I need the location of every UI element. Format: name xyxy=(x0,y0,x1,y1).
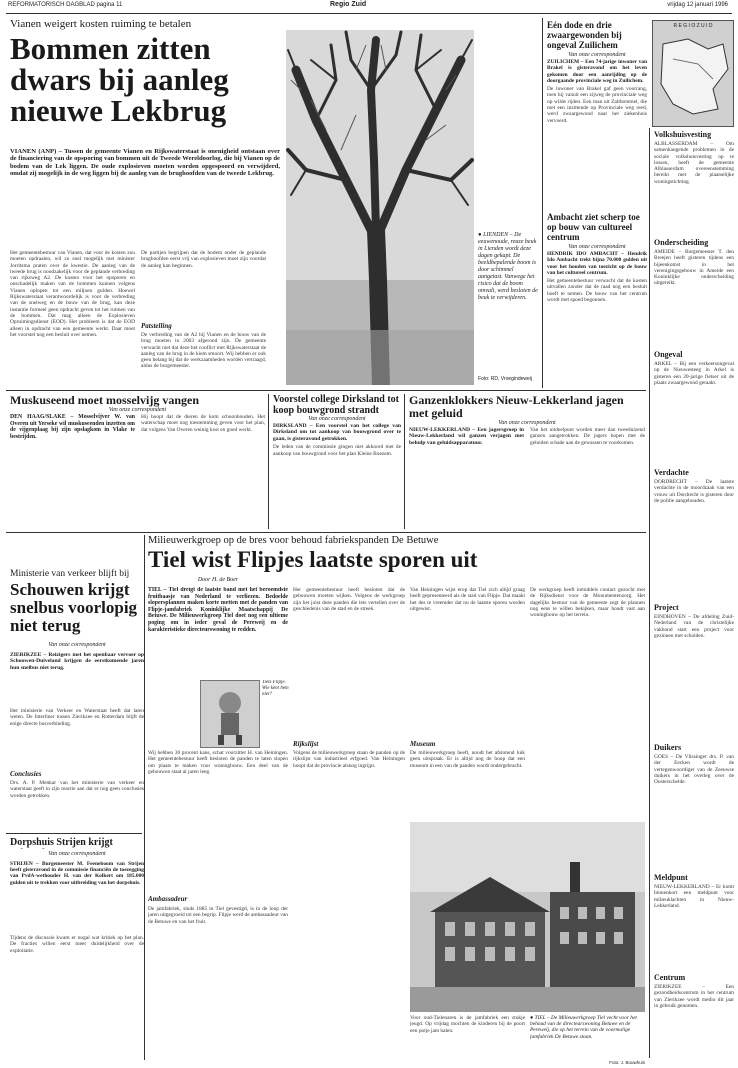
tree-photo xyxy=(286,30,474,385)
tiel-body-col4: De werkgroep heeft inmiddels contact gezocht met de Rijksdienst voor de Monumentenzorg. Het dagelijks bestuur van de gemeente zegt de plannen nog eens te willen bekijken, maar houdt vast aan woningbouw op het terrein. xyxy=(530,587,645,619)
sidebar-story-1-byline: Van onze correspondent xyxy=(568,52,626,58)
brief-body: ZIERIKZEE – Een gezondheidscentrum in het centrum van Zierikzee wordt medio dit jaar in gebruik genomen. xyxy=(654,984,734,1009)
strijen-head: Dorpshuis Strijen krijgt xyxy=(10,837,113,848)
tiel-body2: Volgens de milieuwerkgroep staan de panden op de rijkslijst van industrieel erfgoed. Van Heiningen hoopt dat de provincie alsnog ingrijpt. xyxy=(293,750,405,769)
schouwen-body: Het ministerie van Verkeer en Waterstaat heeft dat laten weten. De Interliner tussen Zierikzee en Rotterdam blijft de enige directe busverbinding. xyxy=(10,708,144,727)
dirksland-story xyxy=(273,394,401,529)
ganzen-head: Ganzenklokkers Nieuw-Lekkerland jagen met geluid xyxy=(409,394,624,420)
tiel-body-ambassadeur: De jamfabriek, sinds 1885 in Tiel gevestigd, is in de loop der jaren uitgegroeid tot een begrip. Flipje werd de ambassadeur van de Betuwe en van het fruit. xyxy=(148,906,288,925)
brief-head: Meldpunt xyxy=(654,873,688,882)
brief-head: Project xyxy=(654,603,679,612)
factory-photo-caption: ● TIEL – De Milieuwerkgroep Tiel vecht voor het behoud van de directeurswoning Betuwe en de Pereweij, die op het terrein van de voormalige jamfabriek De Betuwe staan. xyxy=(530,1015,637,1040)
main-body: Het gemeentebestuur van Vianen, dat voor de kosten zou moeten opdraaien, wil zo snel mogelijk met minister Jorritsma praten over de kwestie. De aanleg van de tweede brug is noodzakelijk voor de geplande verbreding van rijksweg A2. De kosten voor het opsporen en onschadelijk maken van de bommen kunnen volgens Vianen oplopen tot een miljoen gulden. Hoewel Rijkswaterstaat verantwoordelijk is voor de verbreding van de snelweg en de bouw van de brug, kan deze instantie formeel geen opdracht geven tot het ruimen van de bommen. Dat mag alleen de Explosieven Opruimingsdienst (EOD). Het probleem is dat de EOD alleen in opdracht van een gemeente werkt. Daar moet het voorstel nog een besluit over nemen. xyxy=(10,250,135,338)
strijen-byline: Van onze correspondent xyxy=(48,851,106,857)
regio-zuid-logo xyxy=(652,20,734,127)
brief-body: NIEUW-LEKKERLAND – Er komt binnenkort een meldpunt voor milieuklachten in Nieuw-Lekkerland. xyxy=(654,884,734,909)
brief-body: AMEIDE – Burgemeester T. den Breejen heeft gisteren tijdens een bijeenkomst in het verenigingsgebouw in Ameide een Koninklijke onderscheiding uitgereikt. xyxy=(654,249,734,287)
mid-rule-2 xyxy=(404,394,405,529)
brief-item xyxy=(654,743,734,873)
main-subhead: Patstelling xyxy=(141,322,172,330)
muskuseend-byline: Van onze correspondent xyxy=(108,407,167,413)
brief-head: Verdachte xyxy=(654,468,689,477)
main-headline: Bommen zitten dwars bij aanleg nieuwe Lekbrug xyxy=(10,33,229,128)
tree-photo-credit: Foto: RD, Vroegindeweij xyxy=(478,376,533,382)
sidebar-story-2-body: Het gemeentebestuur verwacht dat de kosten uitvallen zonder dat de raad nog een besluit hoeft te nemen. De bouw van het centrum wordt met spoed begonnen. xyxy=(547,278,647,304)
muskuseend-head: Muskuseend moet mosselvijg vangen xyxy=(10,394,200,407)
tiel-body-col2: Het gemeentebestuur heeft besloten dat de gebouwen moeten wijken. Volgens de werkgroep zijn het juist deze panden die iets vertellen over de geschiedenis van de stad en de streek. xyxy=(293,587,405,612)
tiel-subhead-2: Museum xyxy=(410,740,436,748)
brief-item xyxy=(654,350,734,468)
factory-photo-credit: Foto: J. Bouwhuis xyxy=(609,1060,645,1065)
tiel-body: Wij hebben 30 procent kans, schat voorzitter H. van Heiningen. Het gemeentebestuur heeft besloten de panden te laten slopen om plaats te maken voor woningbouw. Een deel van de gebouwen staat al jaren leeg. xyxy=(148,750,288,775)
section-rule-1 xyxy=(6,390,646,391)
section-title: Regio Zuid xyxy=(330,1,367,8)
ganzen-byline: Van onze correspondent xyxy=(498,420,556,426)
dirksland-body: De leden van de commissie gingen niet akkoord met de aankoop van bouwgrond voor het plan Kleine Boezem. xyxy=(273,444,401,457)
mid-rule-1 xyxy=(268,394,269,529)
sidebar-story-2-lead: HENDRIK IDO AMBACHT – Hendrik Ido Ambacht trekt bijna 70.000 gulden uit voor het houden van toezicht op de bouw van het cultureel centrum. xyxy=(547,251,647,276)
tiel-body-col3: Van Heiningen wijst erop dat Tiel zich altijd graag heeft gepresenteerd als de stad van Flipje. Dat maakt het des te vreemder dat nu de laatste sporen worden uitgewist. xyxy=(410,587,525,612)
main-body-col2: De partijen begrijpen dat de bodem onder de geplande brughoofden eerst vrij van explosieven moet zijn voordat de aanleg kan beginnen. xyxy=(141,250,266,269)
brief-body: ALBLASSERDAM – Om samenhangende problemen in de sociale volkshuisvesting op te lossen, heeft de gemeente Alblasserdam overeenstemming bereikt met de plaatselijke woningstichting. xyxy=(654,141,734,185)
sidebar-story-2-byline: Van onze correspondent xyxy=(568,244,626,250)
sidebar-rule xyxy=(542,18,543,388)
sidebar-story-2-head: Ambacht ziet scherp toe op bouw van cultureel centrum xyxy=(547,212,640,242)
strijen-body: Tijdens de discussie kwam er nogal wat kritiek op het plan. De fracties willen eerst meer duidelijkheid over de exploitatie. xyxy=(10,935,144,954)
sidebar-story-1-body: De inwoner van Brakel gaf geen voorrang, toen hij vanuit een zijweg de provinciale weg op wilde rijden. Een man uit Zaltbommel, die met een inzittende op Provinciale weg reed, werd zwaargewond naar het ziekenhuis vervoerd. xyxy=(547,86,647,124)
tiel-subhead-ambassadeur: Ambassadeur xyxy=(148,895,188,903)
strijen-lead: STRIJEN – Burgemeester M. Feeneboom van Strijen heeft gisteravond in de commissie financiën de toezegging van PvdA-wethouder H. van der Kolkert om 185.000 gulden uit te trekken voor uitbreiding van het dorpshuis. xyxy=(10,861,144,886)
flipje-inset-photo xyxy=(200,680,260,748)
brief-item xyxy=(654,603,734,743)
sidebar-story-1-lead: ZUILICHEM – Een 74-jarige inwoner van Brakel is gisteravond om het leven gekomen door een aanrijding op de doorgaande provinciale weg in Zuilichem. xyxy=(547,59,647,84)
ganzen-lead: NIEUW-LEKKERLAND – Een jagersgroep in Nieuw-Lekkerland wil ganzen verjagen met behulp van geluidsapparatuur. xyxy=(409,427,524,446)
tiel-kicker: Milieuwerkgroep op de bres voor behoud fabriekspanden De Betuwe xyxy=(148,535,439,546)
brief-head: Ongeval xyxy=(654,350,683,359)
main-lead: VIANEN (ANP) – Tussen de gemeente Vianen en Rijkswaterstaat is onenigheid ontstaan over de financiering van de opsporing van bommen uit de Tweede Wereldoorlog, die bij Vianen op de bodem van de Lek liggen. De oude explosieven moeten worden opgespoord en verwijderd, omdat zij mogelijk in de weg liggen bij de aanleg van de brughoofden van de tweede Lekbrug. xyxy=(10,148,280,178)
brief-item xyxy=(654,973,734,1053)
schouwen-kicker: Ministerie van verkeer blijft bij xyxy=(10,569,130,579)
brief-head: Onderscheiding xyxy=(654,238,709,247)
muskuseend-body: Hij hoopt dat de dieren de kom schoonhouden. Het waterschap moet nog toestemming geven voor het plan, dat volgens Van Overen weinig kost en goed werkt. xyxy=(141,414,265,433)
brief-body: EINDHOVEN – De afdeling Zuid-Nederland van de christelijke vakbond start een project voor gezinnen met schulden. xyxy=(654,614,734,639)
schouwen-headline: Schouwen krijgt snelbus voorlopig niet terug xyxy=(10,581,138,635)
right-col-rule xyxy=(649,128,650,1058)
paper-name: REFORMATORISCH DAGBLAD pagina 11 xyxy=(8,2,123,8)
tiel-headline: Tiel wist Flipjes laatste sporen uit xyxy=(148,548,478,572)
brief-head: Duikers xyxy=(654,743,682,752)
news-briefs-column xyxy=(654,130,734,1060)
tiel-left-rule xyxy=(144,535,145,1060)
brief-body: DORDRECHT – De laatste verdachte in de moordzaak van een vrouw uit Dordrecht is gisteren door de politie aangehouden. xyxy=(654,479,734,504)
map-icon xyxy=(653,29,733,119)
flipje-inset-caption: Tiels Flipje. Wie kent hem niet? xyxy=(262,680,289,697)
main-body2: De verbreding van de A2 bij Vianen en de bouw van de brug moeten in 2003 afgerond zijn. De gemeente verwacht niet dat deze het conflict met Rijkswaterstaat de aanleg van de brug in de kiem smoort. Wij hebben er ook geen belang bij dat de werkzaamheden worden vertraagd, aldus de burgemeester. xyxy=(141,332,266,370)
section-rule-3 xyxy=(6,833,142,834)
page-header xyxy=(0,0,738,14)
section-rule-2 xyxy=(6,532,646,533)
beech-tree-image xyxy=(286,30,474,385)
schouwen-body2: Drs. A. P. Menkar van het ministerie van verkeer en waterstaat geeft in zijn reactie aan dat er nog geen conclusies worden getrokken. xyxy=(10,780,144,799)
brief-body: GOES – De Vlissinger drs. P. van der Eecken wordt de vertegenwoordiger van de Zeeuwse duikers in het overleg over de Oosterschelde. xyxy=(654,754,734,786)
page-date: vrijdag 12 januari 1996 xyxy=(667,2,728,8)
dirksland-head: Voorstel college Dirksland tot koop bouwgrond strandt xyxy=(273,394,400,416)
tiel-byline: Door H. de Boer xyxy=(197,577,239,583)
brief-item xyxy=(654,468,734,603)
brief-head: Volkshuisvesting xyxy=(654,130,712,139)
brief-item xyxy=(654,130,734,238)
brief-item xyxy=(654,238,734,350)
brief-body: ARKEL – Bij een verkeersongeval op de Nieuwesteeg in Arkel is gisteren een 20-jarige fietser uit de plaats zwaargewond geraakt. xyxy=(654,361,734,386)
schouwen-byline: Van onze correspondent xyxy=(48,642,106,648)
schouwen-lead: ZIERIKZEE – Reizigers met het openbaar vervoer op Schouwen-Duiveland krijgen de eerstkomende jaren hun snelbus niet terug. xyxy=(10,652,144,671)
ganzen-body: Van het uitdeelpunt worden meer dan tweeduizend ganzen aangetrokken. De jagers hopen met de geluiden schade aan de gewassen te voorkomen. xyxy=(530,427,645,446)
logo-text: R E G I O Z U I D xyxy=(673,23,713,29)
tiel-lead: TIEL – Tiel dreigt de laatste band met het beroemdste fruitbaasje van Nederland te verliezen. Bedoelde slopersplannen maken korte metten met de panden van Flipje-jamfabriek Koninklijke Maatschappij De Betuwe. De Milieuwerkgroep Tiel doet nog een ultieme poging om in ieder geval de Pereweij en de karakteristieke directeurswoning te redden. xyxy=(148,587,288,633)
brief-head: Centrum xyxy=(654,973,686,982)
header-rule xyxy=(6,13,732,14)
tiel-body-col3-end: Voor oud-Tielenaren is de jamfabriek een stukje jeugd. Op vrijdag mochten de kinderen bij de poort een potje jam halen. xyxy=(410,1015,525,1034)
tree-photo-caption: ● LIENDEN – De eeuwenoude, reuze beuk in Lienden wordt deze dagen gekapt. De beeldbepalende boom is door schimmel aangetast. Vanwege het risico dat de boom omvalt, werd besloten de beuk te verwijderen. xyxy=(478,232,538,301)
brief-item xyxy=(654,873,734,973)
tiel-body3: De milieuwerkgroep heeft, noodt het afstotend luik geen uitspraak. Er is altijd nog de hoop dat een museum in een van de panden wordt ondergebracht. xyxy=(410,750,525,769)
factory-building-image xyxy=(410,822,645,1012)
sidebar-story-1-head: Eén dode en drie zwaargewonden bij ongeval Zuilichem xyxy=(547,20,622,50)
muskuseend-lead: DEN HAAG/SLAKE – Mosselvijver W. van Overen uit Yerseke wil muskuseenden inzetten om de vijgenplaag bij zijn opslagkom in Vlake te bestrijden. xyxy=(10,414,135,440)
sidebar-story-1 xyxy=(547,20,647,124)
flipje-figure-icon xyxy=(201,681,259,747)
muskuseend-story xyxy=(10,394,265,529)
dirksland-lead: DIRKSLAND – Een voorstel van het college van Dirksland om tot aankoop van bouwgrond over te gaan, is gisteravond getrokken. xyxy=(273,423,401,442)
sidebar-story-2 xyxy=(547,212,647,303)
factory-photo xyxy=(410,822,645,1012)
main-kicker: Vianen weigert kosten ruiming te betalen xyxy=(10,18,192,30)
ganzen-story xyxy=(409,394,645,529)
schouwen-subhead: Conclusies xyxy=(10,770,42,778)
tiel-subhead-1: Rijkslijst xyxy=(293,740,319,748)
dirksland-byline: Van onze correspondent xyxy=(308,416,366,422)
